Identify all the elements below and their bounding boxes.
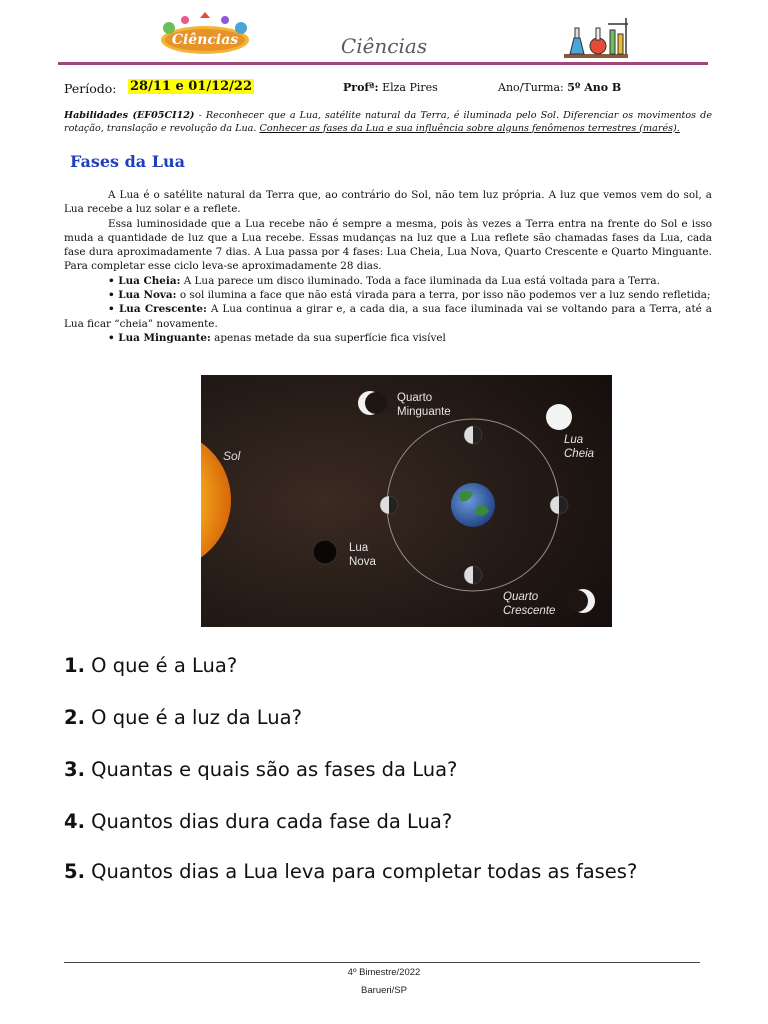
question-number: 1. (64, 654, 85, 677)
bullet-lua-minguante (64, 331, 712, 345)
bullet-term: • Lua Minguante: (108, 331, 211, 344)
sun-label: Sol (223, 449, 241, 463)
question-number: 4. (64, 810, 85, 833)
bullet-text: A Lua parece um disco iluminado. Toda a face iluminada da Lua está voltada para a Terra. (180, 274, 660, 287)
question-number: 5. (64, 860, 85, 883)
teacher-info (343, 81, 438, 94)
lua-nova-icon (313, 540, 337, 564)
question-text: O que é a Lua? (84, 654, 238, 677)
moon-bottom (464, 566, 482, 584)
bullet-text: apenas metade da sua superfície fica visível (210, 331, 446, 344)
skills-label: Habilidades (EF05CI12) (64, 110, 195, 121)
question-1 (64, 654, 237, 677)
bullet-text: A Lua continua a girar e, a cada dia, a sua face iluminada vai se voltando para a Terra, até a Lua ficar “cheia” novamente. (64, 303, 712, 330)
bullet-term: • Lua Cheia: (108, 274, 181, 287)
question-number: 2. (64, 706, 85, 729)
label-quarto: Quarto (503, 591, 539, 603)
moon-phases-figure (201, 375, 612, 627)
label-minguante: Minguante (397, 406, 451, 418)
bullet-lua-nova (64, 288, 712, 302)
question-text: Quantos dias a Lua leva para completar todas as fases? (84, 860, 638, 883)
paragraph: A Lua é o satélite natural da Terra que, ao contrário do Sol, não tem luz própria. A luz que vemos vem do sol, a Lua recebe a luz solar e a reflete. (64, 189, 712, 216)
label-crescente: Crescente (503, 605, 556, 617)
label-lua: Lua (564, 434, 584, 446)
label-cheia: Cheia (564, 448, 595, 460)
period-value: 28/11 e 01/12/22 (130, 79, 253, 94)
question-5 (64, 859, 704, 885)
class-label: Ano/Turma: (498, 81, 564, 94)
moon-top (464, 426, 482, 444)
question-text: Quantas e quais são as fases da Lua? (84, 758, 458, 781)
teacher-label: Profª: (343, 81, 379, 94)
bullet-lua-cheia (64, 274, 712, 288)
footer-divider (64, 962, 700, 963)
earth-shape (451, 483, 495, 527)
bullet-lua-crescente (64, 302, 712, 331)
label-quarto: Quarto (397, 392, 433, 404)
class-value: 5º Ano B (567, 81, 622, 94)
question-2 (64, 706, 302, 729)
skills-underlined: Conhecer as fases da Lua e sua influência sobre alguns fenômenos terrestres (marés). (259, 122, 680, 134)
question-number: 3. (64, 758, 85, 781)
skills-plain: - Reconhecer que a Lua, satélite natural da Terra, é iluminada pelo Sol. Diferenciar os movimentos de rotação, translação e revolução da Lua. (64, 110, 712, 134)
bullet-term: • Lua Crescente: (108, 303, 207, 316)
question-text: O que é a luz da Lua? (84, 706, 302, 729)
skills-text (64, 110, 712, 135)
question-4 (64, 810, 452, 833)
moon-left (380, 496, 398, 514)
teacher-name: Elza Pires (382, 81, 438, 94)
svg-text:Ciências: Ciências (171, 32, 239, 48)
bullet-text: o sol ilumina a face que não está virada para a terra, por isso não podemos ver a luz sendo refletida; (176, 289, 711, 302)
header-divider (58, 62, 708, 65)
question-3 (64, 758, 457, 781)
bullet-term: • Lua Nova: (108, 289, 177, 302)
footer-bimester: 4º Bimestre/2022 (347, 967, 421, 978)
class-info (498, 81, 621, 94)
subject-title: Ciências (340, 34, 428, 58)
paragraph: Essa luminosidade que a Lua recebe não é sempre a mesma, pois às vezes a Terra entra na frente do Sol e isso muda a quantidade de luz que a Lua recebe. Essas mudanças na luz que a Lua reflete são chamadas fases da Lua, cada fase dura aproximadamente 7 dias. A Lua passa por 4 fases: Lua Cheia, Lua Nova, Quarto Crescente e Quarto Minguante. Para completar esse ciclo leva-se aproximadamente 28 dias. (64, 217, 712, 273)
label-nova: Nova (349, 556, 376, 568)
footer-city: Barueri/SP (361, 985, 407, 996)
label-lua: Lua (349, 542, 369, 554)
period-label: Período: (64, 81, 117, 96)
lua-cheia-icon (546, 404, 572, 430)
question-text: Quantos dias dura cada fase da Lua? (84, 810, 453, 833)
section-title: Fases da Lua (70, 152, 185, 171)
moon-right (550, 496, 568, 514)
body-text (64, 188, 712, 345)
